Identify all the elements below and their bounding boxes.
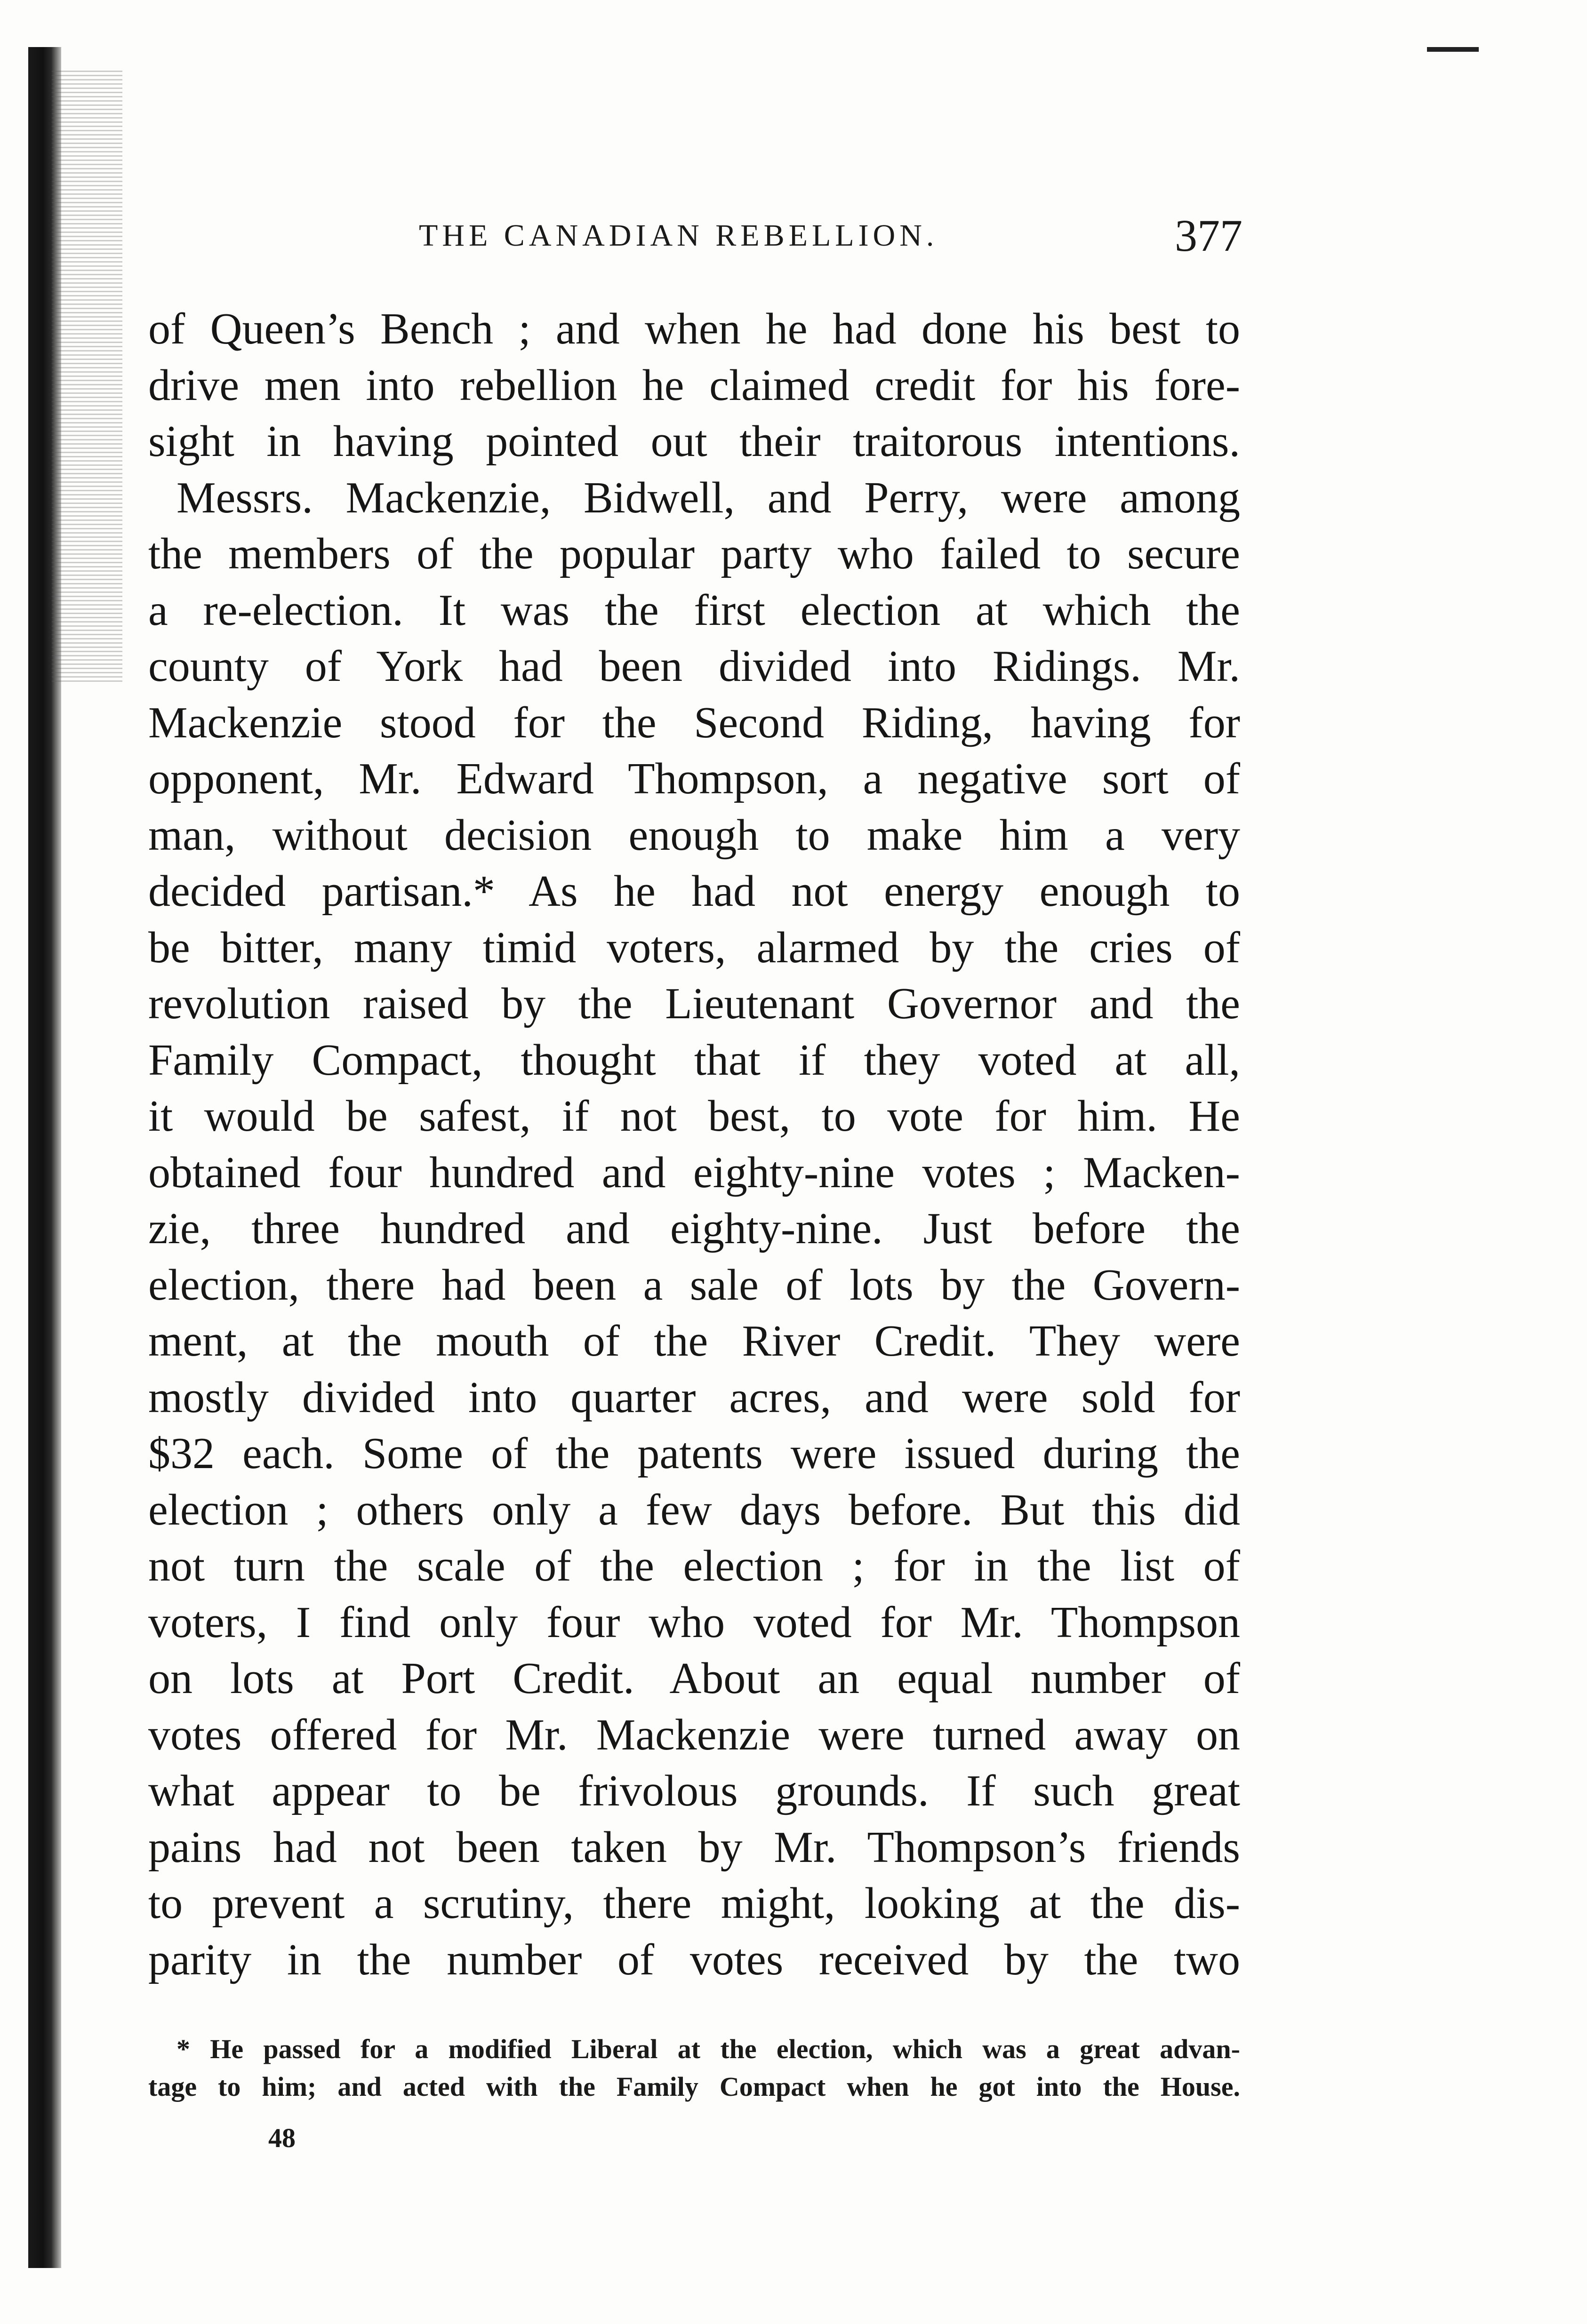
text-line: $32 each. Some of the patents were issued during the (148, 1429, 1240, 1478)
text-line: man, without decision enough to make him a very (148, 810, 1240, 860)
text-line: votes offered for Mr. Mackenzie were turned away on (148, 1710, 1240, 1759)
body-text (148, 301, 1240, 1988)
signature-mark: 48 (268, 2123, 296, 2153)
text-line: it would be safest, if not best, to vote for him. He (148, 1092, 1240, 1141)
footnote-line: tage to him; and acted with the Family Compact when he got into the House. (148, 2071, 1240, 2102)
running-title: THE CANADIAN REBELLION. (419, 218, 938, 253)
text-line: drive men into rebellion he claimed credit for his fore- (148, 360, 1240, 410)
text-line: the members of the popular party who failed to secure (148, 529, 1240, 578)
text-line: what appear to be frivolous grounds. If such great (148, 1766, 1240, 1815)
text-line: not turn the scale of the election ; for in the list of (148, 1541, 1240, 1590)
text-line: mostly divided into quarter acres, and were sold for (148, 1373, 1240, 1422)
text-line: parity in the number of votes received by the two (148, 1935, 1240, 1984)
text-line: on lots at Port Credit. About an equal number of (148, 1654, 1240, 1703)
text-line: election, there had been a sale of lots by the Govern- (148, 1260, 1240, 1310)
text-line: revolution raised by the Lieutenant Governor and the (148, 979, 1240, 1028)
text-line: pains had not been taken by Mr. Thompson’s friends (148, 1822, 1240, 1872)
text-line: sight in having pointed out their traitorous intentions. (148, 417, 1240, 466)
running-head (146, 209, 1242, 261)
text-line: election ; others only a few days before. But this did (148, 1485, 1240, 1534)
page-number: 377 (1175, 210, 1242, 261)
text-line: county of York had been divided into Ridings. Mr. (148, 642, 1240, 691)
paragraph-start-line: Messrs. Mackenzie, Bidwell, and Perry, were among (176, 473, 1240, 522)
text-line: obtained four hundred and eighty-nine votes ; Macken- (148, 1148, 1240, 1197)
text-line: opponent, Mr. Edward Thompson, a negative sort of (148, 754, 1240, 803)
scan-corner-mark (1427, 47, 1479, 52)
text-line: be bitter, many timid voters, alarmed by the cries of (148, 923, 1240, 972)
text-line: zie, three hundred and eighty-nine. Just before the (148, 1204, 1240, 1253)
footnote-line: * He passed for a modified Liberal at the election, which was a great advan- (176, 2034, 1240, 2064)
text-line: to prevent a scrutiny, there might, looking at the dis- (148, 1879, 1240, 1928)
text-line: a re-election. It was the first election at which the (148, 585, 1240, 635)
text-line: Family Compact, thought that if they voted at all, (148, 1035, 1240, 1085)
text-line: voters, I find only four who voted for Mr. Thompson (148, 1597, 1240, 1647)
scan-speckle (52, 71, 122, 682)
text-line: decided partisan.* As he had not energy enough to (148, 867, 1240, 916)
footnote (148, 2030, 1240, 2106)
text-line: Mackenzie stood for the Second Riding, having for (148, 698, 1240, 747)
text-line: ment, at the mouth of the River Credit. They were (148, 1317, 1240, 1366)
text-line: of Queen’s Bench ; and when he had done his best to (148, 304, 1240, 353)
